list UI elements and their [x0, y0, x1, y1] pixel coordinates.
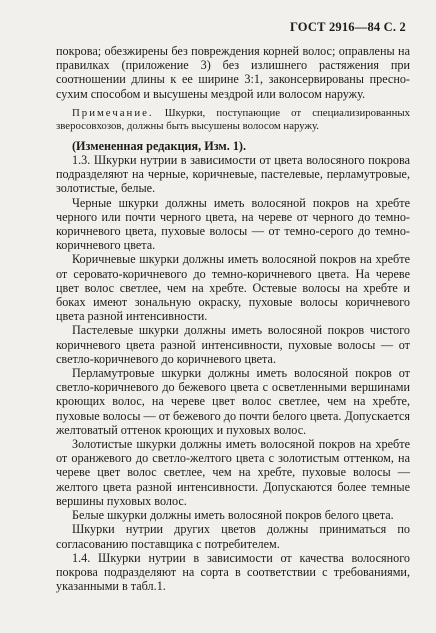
note-label: Примечание.	[72, 106, 154, 119]
paragraph-continuation: покрова; обезжирены без повреждения корней волос; оправлены на правилках (приложение 3) без излишнего растяжения при соотношении длины к ее ширине 3:1, законсервированы пресно-сухим способом и высушены мездрой или волосом наружу.	[56, 44, 410, 101]
note-paragraph	[56, 107, 410, 133]
paragraph-black: Черные шкурки должны иметь волосяной покров на хребте черного или почти черного цвета, на череве от черного до темно-коричневого цвета, пуховые волосы — от темно-серого до темно-коричневого цвета.	[56, 195, 410, 253]
clause-1-3: 1.3. Шкурки нутрии в зависимости от цвета волосяного покрова подразделяют на черные, коричневые, пастелевые, перламутровые, золотистые, белые.	[56, 153, 410, 196]
paragraph-golden: Золотистые шкурки должны иметь волосяной покров на хребте от оранжевого до светло-желтого цвета с золотистым оттенком, на череве цвет волос светлее, чем на хребте, пуховые волосы — желтого цвета разной интенсивности. Допускаются более темные вершины пуховых волос.	[56, 437, 410, 508]
paragraph-white: Белые шкурки должны иметь волосяной покров белого цвета.	[72, 508, 394, 523]
note-text: Шкурки, поступающие от специализированных зверосовхозов, должны быть высушены волосом наружу.	[56, 106, 410, 132]
paragraph-pearl: Перламутровые шкурки должны иметь волосяной покров от светло-коричневого до бежевого цвета с осветленными вершинами кроющих волос, на череве цвет волос светлее, чем на хребте, пуховые волосы — от бежевого до почти белого цвета. Допускается желтоватый оттенок кроющих и пуховых волос.	[56, 366, 410, 437]
paragraph-pastel: Пастелевые шкурки должны иметь волосяной покров чистого коричневого цвета разной интенсивности, пуховые волосы — от светло-коричневого до коричневого цвета.	[56, 323, 410, 366]
page-header: ГОСТ 2916—84 С. 2	[289, 20, 406, 34]
paragraph-brown: Коричневые шкурки должны иметь волосяной покров на хребте от серовато-коричневого до темно-коричневого цвета. На череве цвет волос светлее, чем на хребте. Остевые волосы на хребте и боках имеют зональную окраску, пуховые волосы коричневого цвета разной интенсивности.	[56, 252, 410, 324]
revision-note: (Измененная редакция, Изм. 1).	[72, 138, 247, 153]
clause-1-4: 1.4. Шкурки нутрии в зависимости от качества волосяного покрова подразделяют на сорта в соответствии с требованиями, указанными в табл.1.	[56, 550, 410, 594]
paragraph-other-colors: Шкурки нутрии других цветов должны приниматься по согласованию поставщика с потребителем.	[56, 522, 410, 551]
document-body	[56, 44, 410, 593]
